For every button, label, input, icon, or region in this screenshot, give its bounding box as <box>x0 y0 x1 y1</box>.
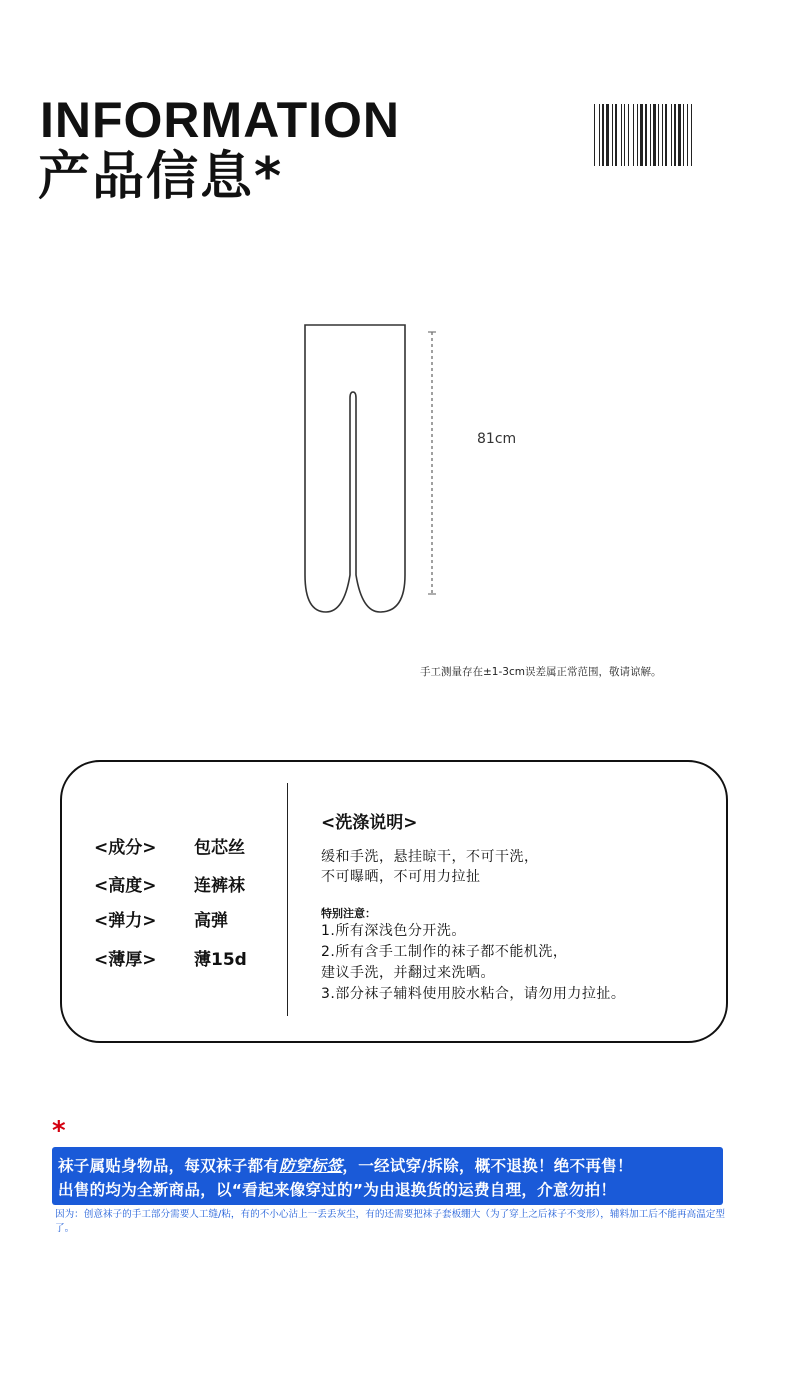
washing-line: 缓和手洗，悬挂晾干，不可干洗， <box>321 849 539 865</box>
measurement-note: 手工测量存在±1-3cm误差属正常范围，敬请谅解。 <box>420 666 662 678</box>
spec-value: 高弹 <box>194 911 228 931</box>
barcode-bar <box>633 104 634 166</box>
asterisk-mark: * <box>52 1116 66 1146</box>
barcode-bar <box>665 104 667 166</box>
notice-text: ，一经试穿/拆除，概不退换！绝不再售！ <box>342 1157 633 1175</box>
barcode-bar <box>658 104 659 166</box>
barcode-bar <box>637 104 638 166</box>
barcode-bar <box>606 104 609 166</box>
spec-key: <高度> <box>94 876 157 896</box>
barcode-bar <box>594 104 595 166</box>
special-note-line: 3.部分袜子辅料使用胶水粘合，请勿用力拉扯。 <box>321 986 626 1002</box>
special-note-line: 建议手洗，并翻过来洗晒。 <box>321 965 495 981</box>
barcode-bar <box>678 104 681 166</box>
info-divider <box>287 783 288 1016</box>
page-title-en: INFORMATION <box>40 92 401 148</box>
barcode-bar <box>640 104 643 166</box>
reason-note: 因为：创意袜子的手工部分需要人工缝/粘，有的不小心沾上一丢丢灰尘，有的还需要把袜子套板绷大（为了穿上之后袜子不变形），辅料加工后不能再高温定型了。 <box>55 1209 725 1234</box>
barcode-bar <box>602 104 604 166</box>
barcode-bar <box>628 104 629 166</box>
tights-outline-figure <box>300 320 450 620</box>
spec-value: 包芯丝 <box>194 838 245 858</box>
special-note-line: 2.所有含手工制作的袜子都不能机洗， <box>321 944 568 960</box>
barcode-bar <box>645 104 647 166</box>
spec-key: <弹力> <box>94 911 157 931</box>
barcode-bar <box>650 104 651 166</box>
barcode-bar <box>612 104 613 166</box>
tights-outline <box>305 325 405 612</box>
barcode-bar <box>691 104 692 166</box>
notice-line-2: 出售的均为全新商品，以“看起来像穿过的”为由退换货的运费自理，介意勿拍！ <box>58 1181 617 1199</box>
barcode-bar <box>599 104 600 166</box>
barcode-graphic <box>592 104 748 168</box>
no-return-notice-banner <box>52 1147 723 1205</box>
barcode-bar <box>674 104 676 166</box>
barcode-bar <box>624 104 625 166</box>
barcode-bar <box>621 104 622 166</box>
barcode-bar <box>671 104 672 166</box>
page-title-cn: 产品信息* <box>38 147 284 207</box>
spec-value: 薄15d <box>194 950 247 970</box>
spec-key: <成分> <box>94 838 157 858</box>
spec-value: 连裤袜 <box>194 876 245 896</box>
washing-title: <洗涤说明> <box>321 813 418 833</box>
spec-key: <薄厚> <box>94 950 157 970</box>
barcode-bar <box>683 104 684 166</box>
special-note-title: 特别注意： <box>321 907 376 920</box>
barcode-bar <box>687 104 688 166</box>
notice-text: 袜子属贴身物品，每双袜子都有 <box>58 1157 280 1175</box>
notice-line-1 <box>58 1154 723 1178</box>
length-label: 81cm <box>477 431 517 447</box>
anti-wear-tag-emphasis: 防穿标签 <box>279 1157 343 1175</box>
washing-line: 不可曝晒，不可用力拉扯 <box>321 869 481 885</box>
barcode-bar <box>662 104 663 166</box>
special-note-line: 1.所有深浅色分开洗。 <box>321 923 466 939</box>
barcode-bar <box>615 104 617 166</box>
barcode-bar <box>653 104 656 166</box>
